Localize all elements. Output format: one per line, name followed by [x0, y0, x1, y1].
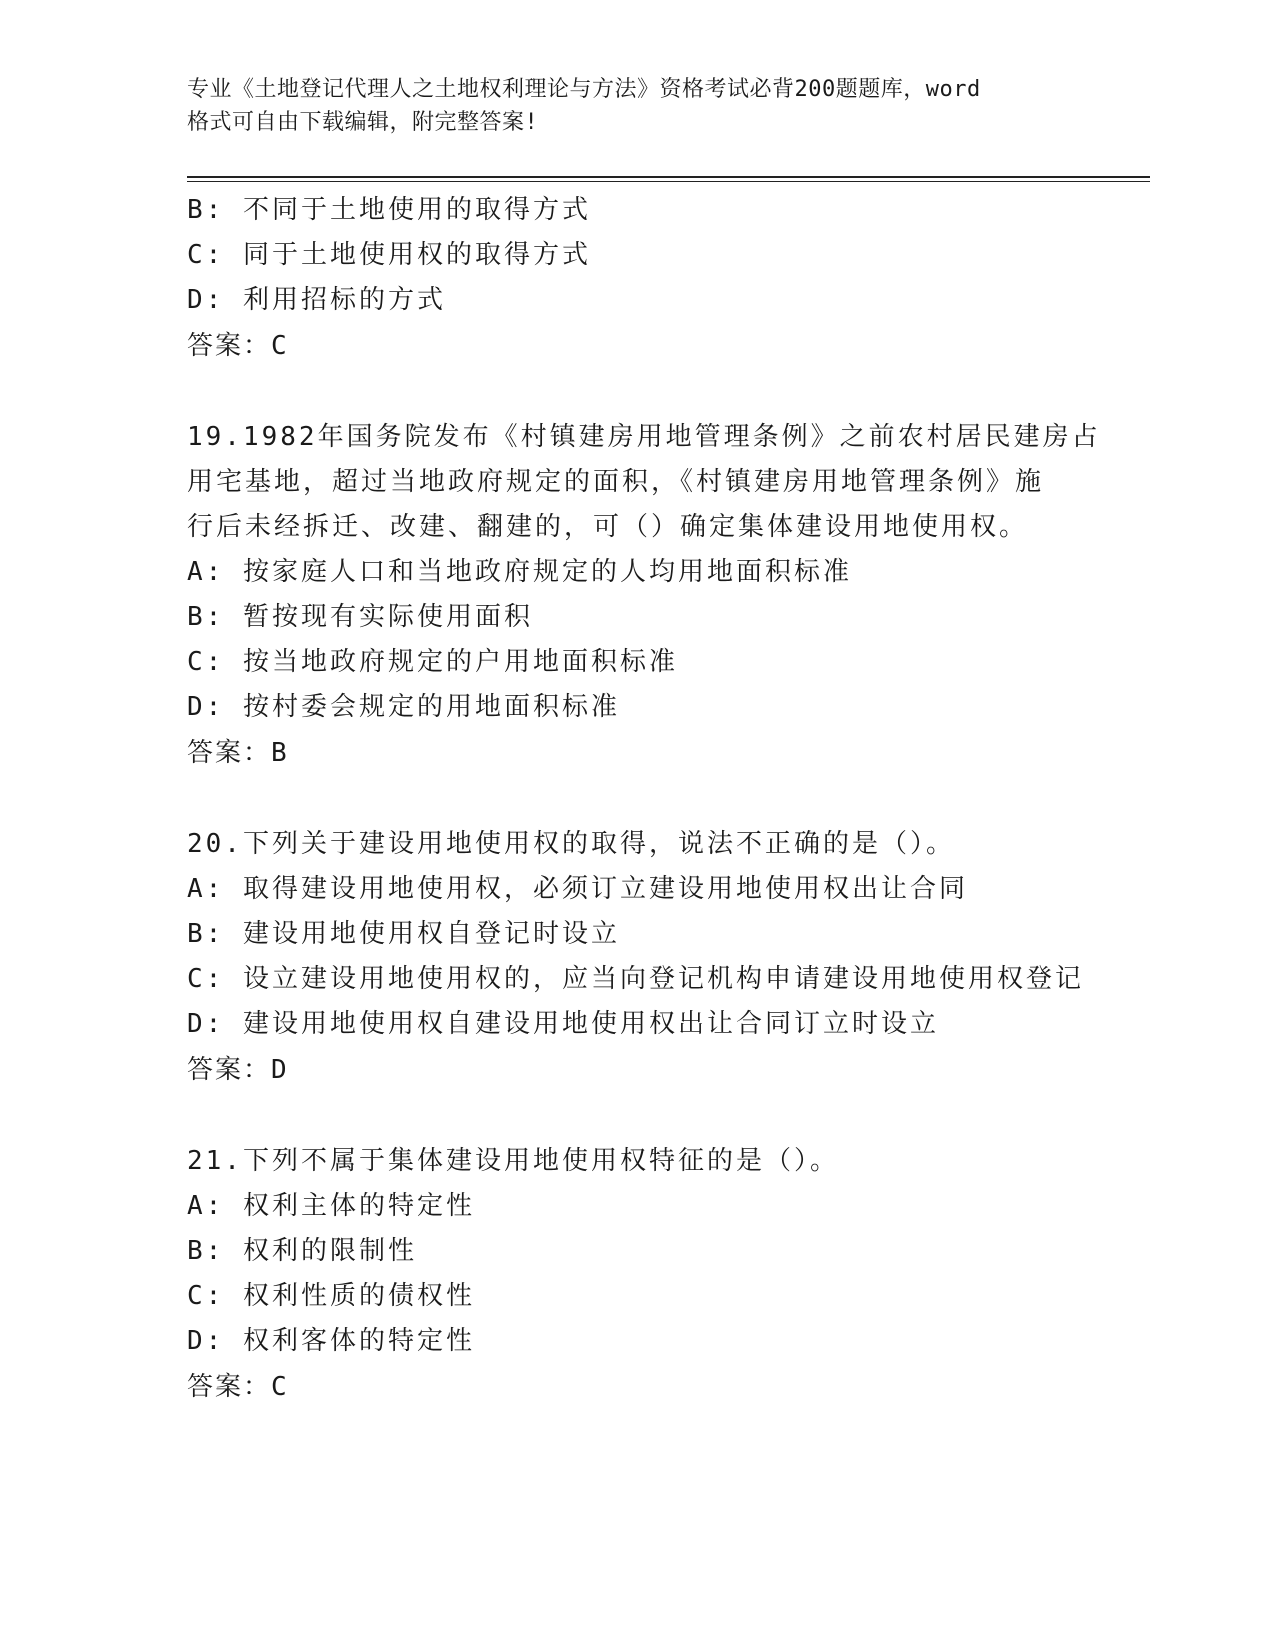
answer-line: 答案：C: [187, 331, 289, 361]
option-c: C: 按当地政府规定的户用地面积标准: [187, 647, 678, 677]
option-b: B: 不同于土地使用的取得方式: [187, 195, 591, 225]
option-b: B: 暂按现有实际使用面积: [187, 602, 533, 632]
question-block: [187, 188, 1087, 369]
document-header: [187, 73, 1087, 139]
option-a: A: 取得建设用地使用权，必须订立建设用地使用权出让合同: [187, 874, 968, 904]
question-list: [187, 188, 1101, 1410]
option-d: D: 权利客体的特定性: [187, 1326, 475, 1356]
option-c: C: 同于土地使用权的取得方式: [187, 240, 591, 270]
header-line-1: 专业《土地登记代理人之土地权利理论与方法》资格考试必背200题题库，word: [187, 77, 981, 102]
option-c: C: 权利性质的债权性: [187, 1281, 475, 1311]
answer-line: 答案：C: [187, 1372, 289, 1402]
option-c: C: 设立建设用地使用权的，应当向登记机构申请建设用地使用权登记: [187, 964, 1084, 994]
option-a: A: 权利主体的特定性: [187, 1191, 475, 1221]
option-d: D: 利用招标的方式: [187, 285, 446, 315]
option-b: B: 权利的限制性: [187, 1236, 417, 1266]
question-stem: 19.1982年国务院发布《村镇建房用地管理条例》之前农村居民建房占: [187, 422, 1101, 452]
option-d: D: 建设用地使用权自建设用地使用权出让合同订立时设立: [187, 1009, 939, 1039]
option-d: D: 按村委会规定的用地面积标准: [187, 692, 620, 722]
answer-line: 答案：B: [187, 738, 289, 768]
question-stem: 用宅基地，超过当地政府规定的面积，《村镇建房用地管理条例》施: [187, 467, 1045, 497]
question-stem: 20.下列关于建设用地使用权的取得，说法不正确的是（）。: [187, 829, 955, 859]
header-divider-thin: [187, 181, 1150, 182]
option-a: A: 按家庭人口和当地政府规定的人均用地面积标准: [187, 557, 852, 587]
header-divider-thick: [187, 176, 1150, 178]
question-block: [187, 1139, 1087, 1410]
option-b: B: 建设用地使用权自登记时设立: [187, 919, 620, 949]
question-stem: 21.下列不属于集体建设用地使用权特征的是（）。: [187, 1146, 839, 1176]
question-stem: 行后未经拆迁、改建、翻建的，可（）确定集体建设用地使用权。: [187, 512, 1029, 542]
question-block: [187, 822, 1087, 1093]
question-block: [187, 415, 1101, 776]
header-line-2: 格式可自由下载编辑，附完整答案!: [187, 110, 539, 135]
answer-line: 答案：D: [187, 1055, 289, 1085]
